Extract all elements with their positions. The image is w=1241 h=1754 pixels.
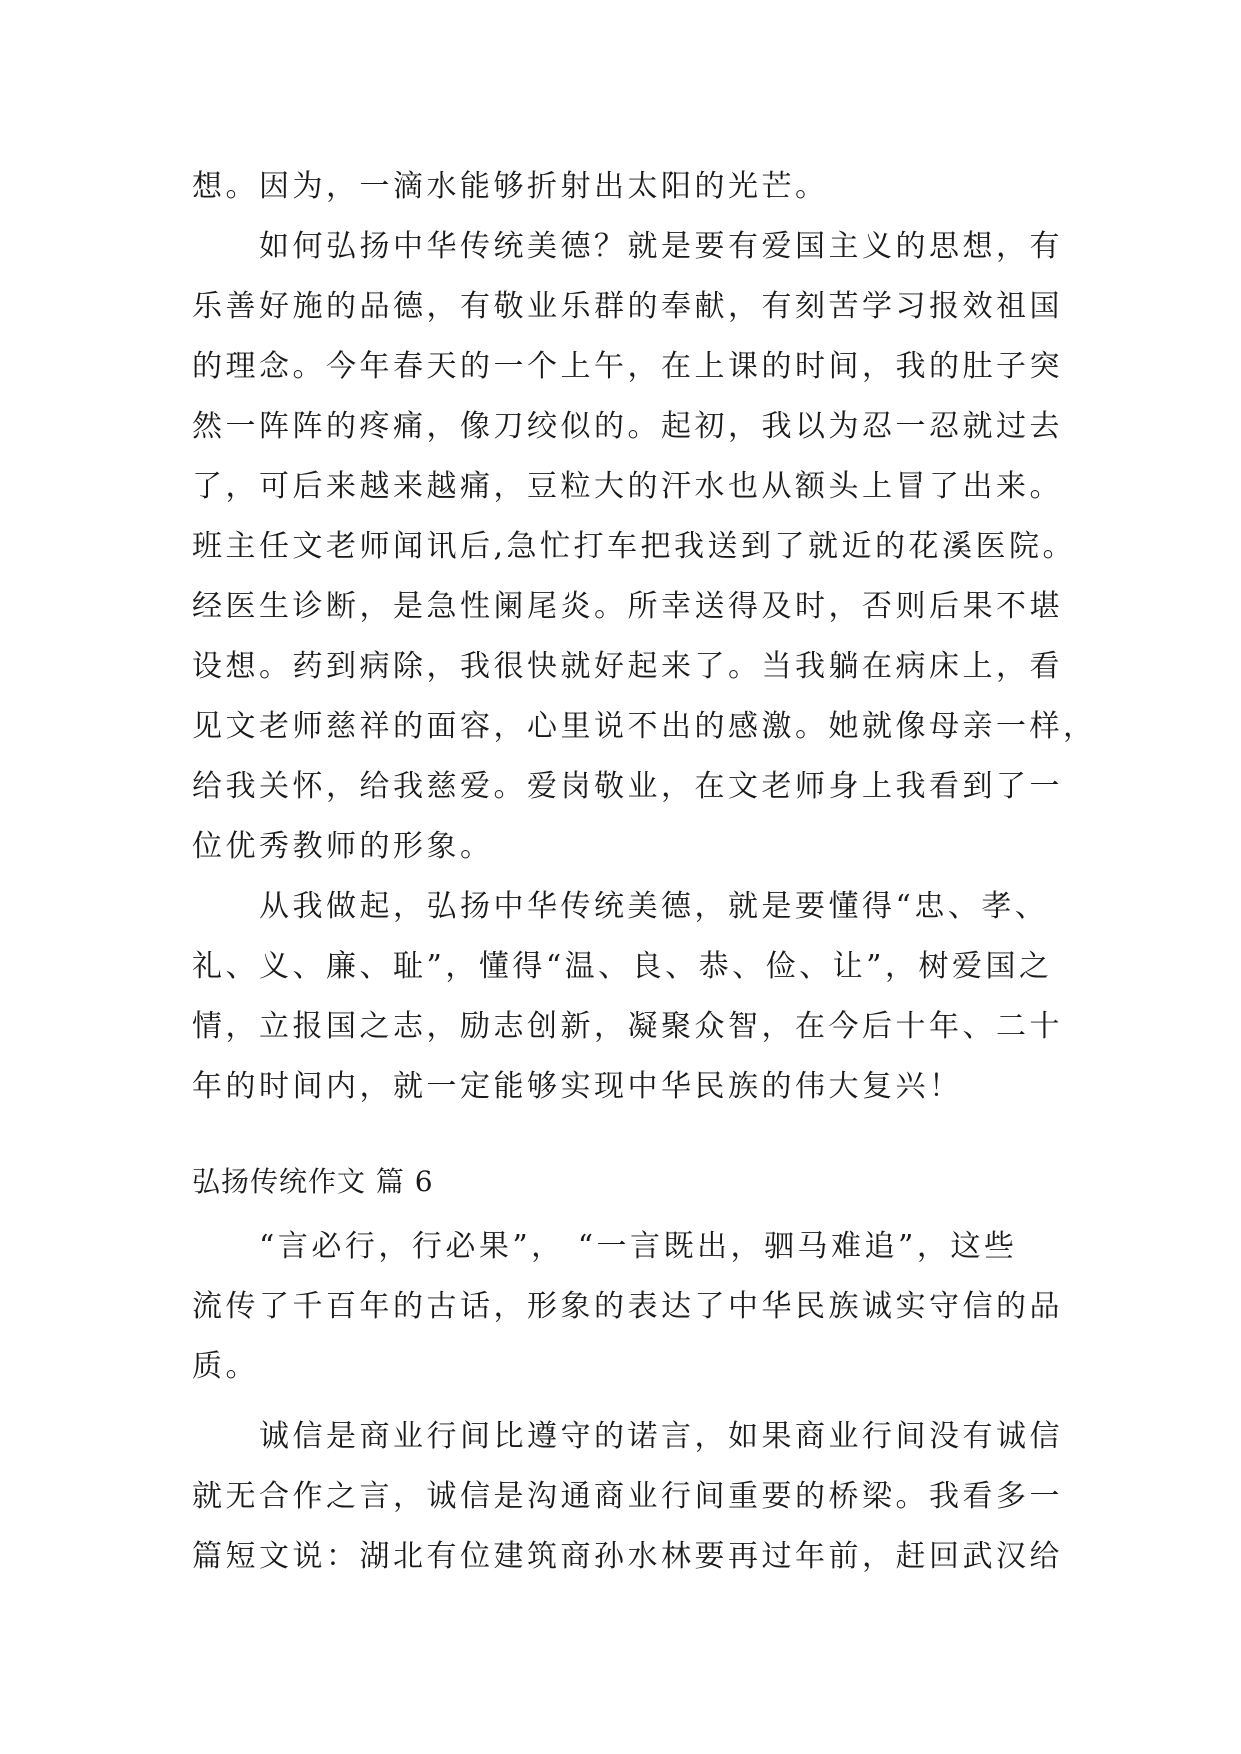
text-line: 设想。药到病除，我很快就好起来了。当我躺在病床上，看: [192, 649, 1063, 684]
text-line: 班主任文老师闻讯后,急忙打车把我送到了就近的花溪医院。: [192, 529, 1077, 564]
section-heading: 弘扬传统作文 篇 6: [192, 1165, 434, 1198]
text-line: 的理念。今年春天的一个上午，在上课的时间，我的肚子突: [192, 349, 1063, 384]
text-line: 位优秀教师的形象。: [192, 829, 494, 864]
text-line: 诚信是商业行间比遵守的诺言，如果商业行间没有诚信: [192, 1419, 1063, 1454]
text-line: 就无合作之言，诚信是沟通商业行间重要的桥梁。我看多一: [192, 1479, 1063, 1514]
text-line: 如何弘扬中华传统美德？就是要有爱国主义的思想，有: [192, 229, 1063, 264]
text-line: 篇短文说：湖北有位建筑商孙水林要再过年前，赶回武汉给: [192, 1539, 1063, 1574]
text-line: 质。: [192, 1349, 259, 1384]
text-line: 然一阵阵的疼痛，像刀绞似的。起初，我以为忍一忍就过去: [192, 409, 1063, 444]
text-line: 礼、义、廉、耻”，懂得“温、良、恭、俭、让”，树爱国之: [192, 949, 1053, 984]
text-line: “言必行，行必果”， “一言既出，驷马难追”，这些: [192, 1229, 1018, 1264]
text-line: 从我做起，弘扬中华传统美德，就是要懂得“忠、孝、: [192, 889, 1049, 924]
text-line: 乐善好施的品德，有敬业乐群的奉献，有刻苦学习报效祖国: [192, 289, 1063, 324]
text-line: 经医生诊断，是急性阑尾炎。所幸送得及时，否则后果不堪: [192, 589, 1063, 624]
text-line: 给我关怀，给我慈爱。爱岗敬业，在文老师身上我看到了一: [192, 769, 1063, 804]
text-line: 年的时间内，就一定能够实现中华民族的伟大复兴！: [192, 1069, 963, 1104]
text-line: 流传了千百年的古话，形象的表达了中华民族诚实守信的品: [192, 1289, 1063, 1324]
text-line: 了，可后来越来越痛，豆粒大的汗水也从额头上冒了出来。: [192, 469, 1063, 504]
text-line: 见文老师慈祥的面容，心里说不出的感激。她就像母亲一样，: [192, 709, 1097, 744]
text-line: 情，立报国之志，励志创新，凝聚众智，在今后十年、二十: [192, 1009, 1063, 1044]
text-line: 想。因为，一滴水能够折射出太阳的光芒。: [192, 169, 829, 204]
